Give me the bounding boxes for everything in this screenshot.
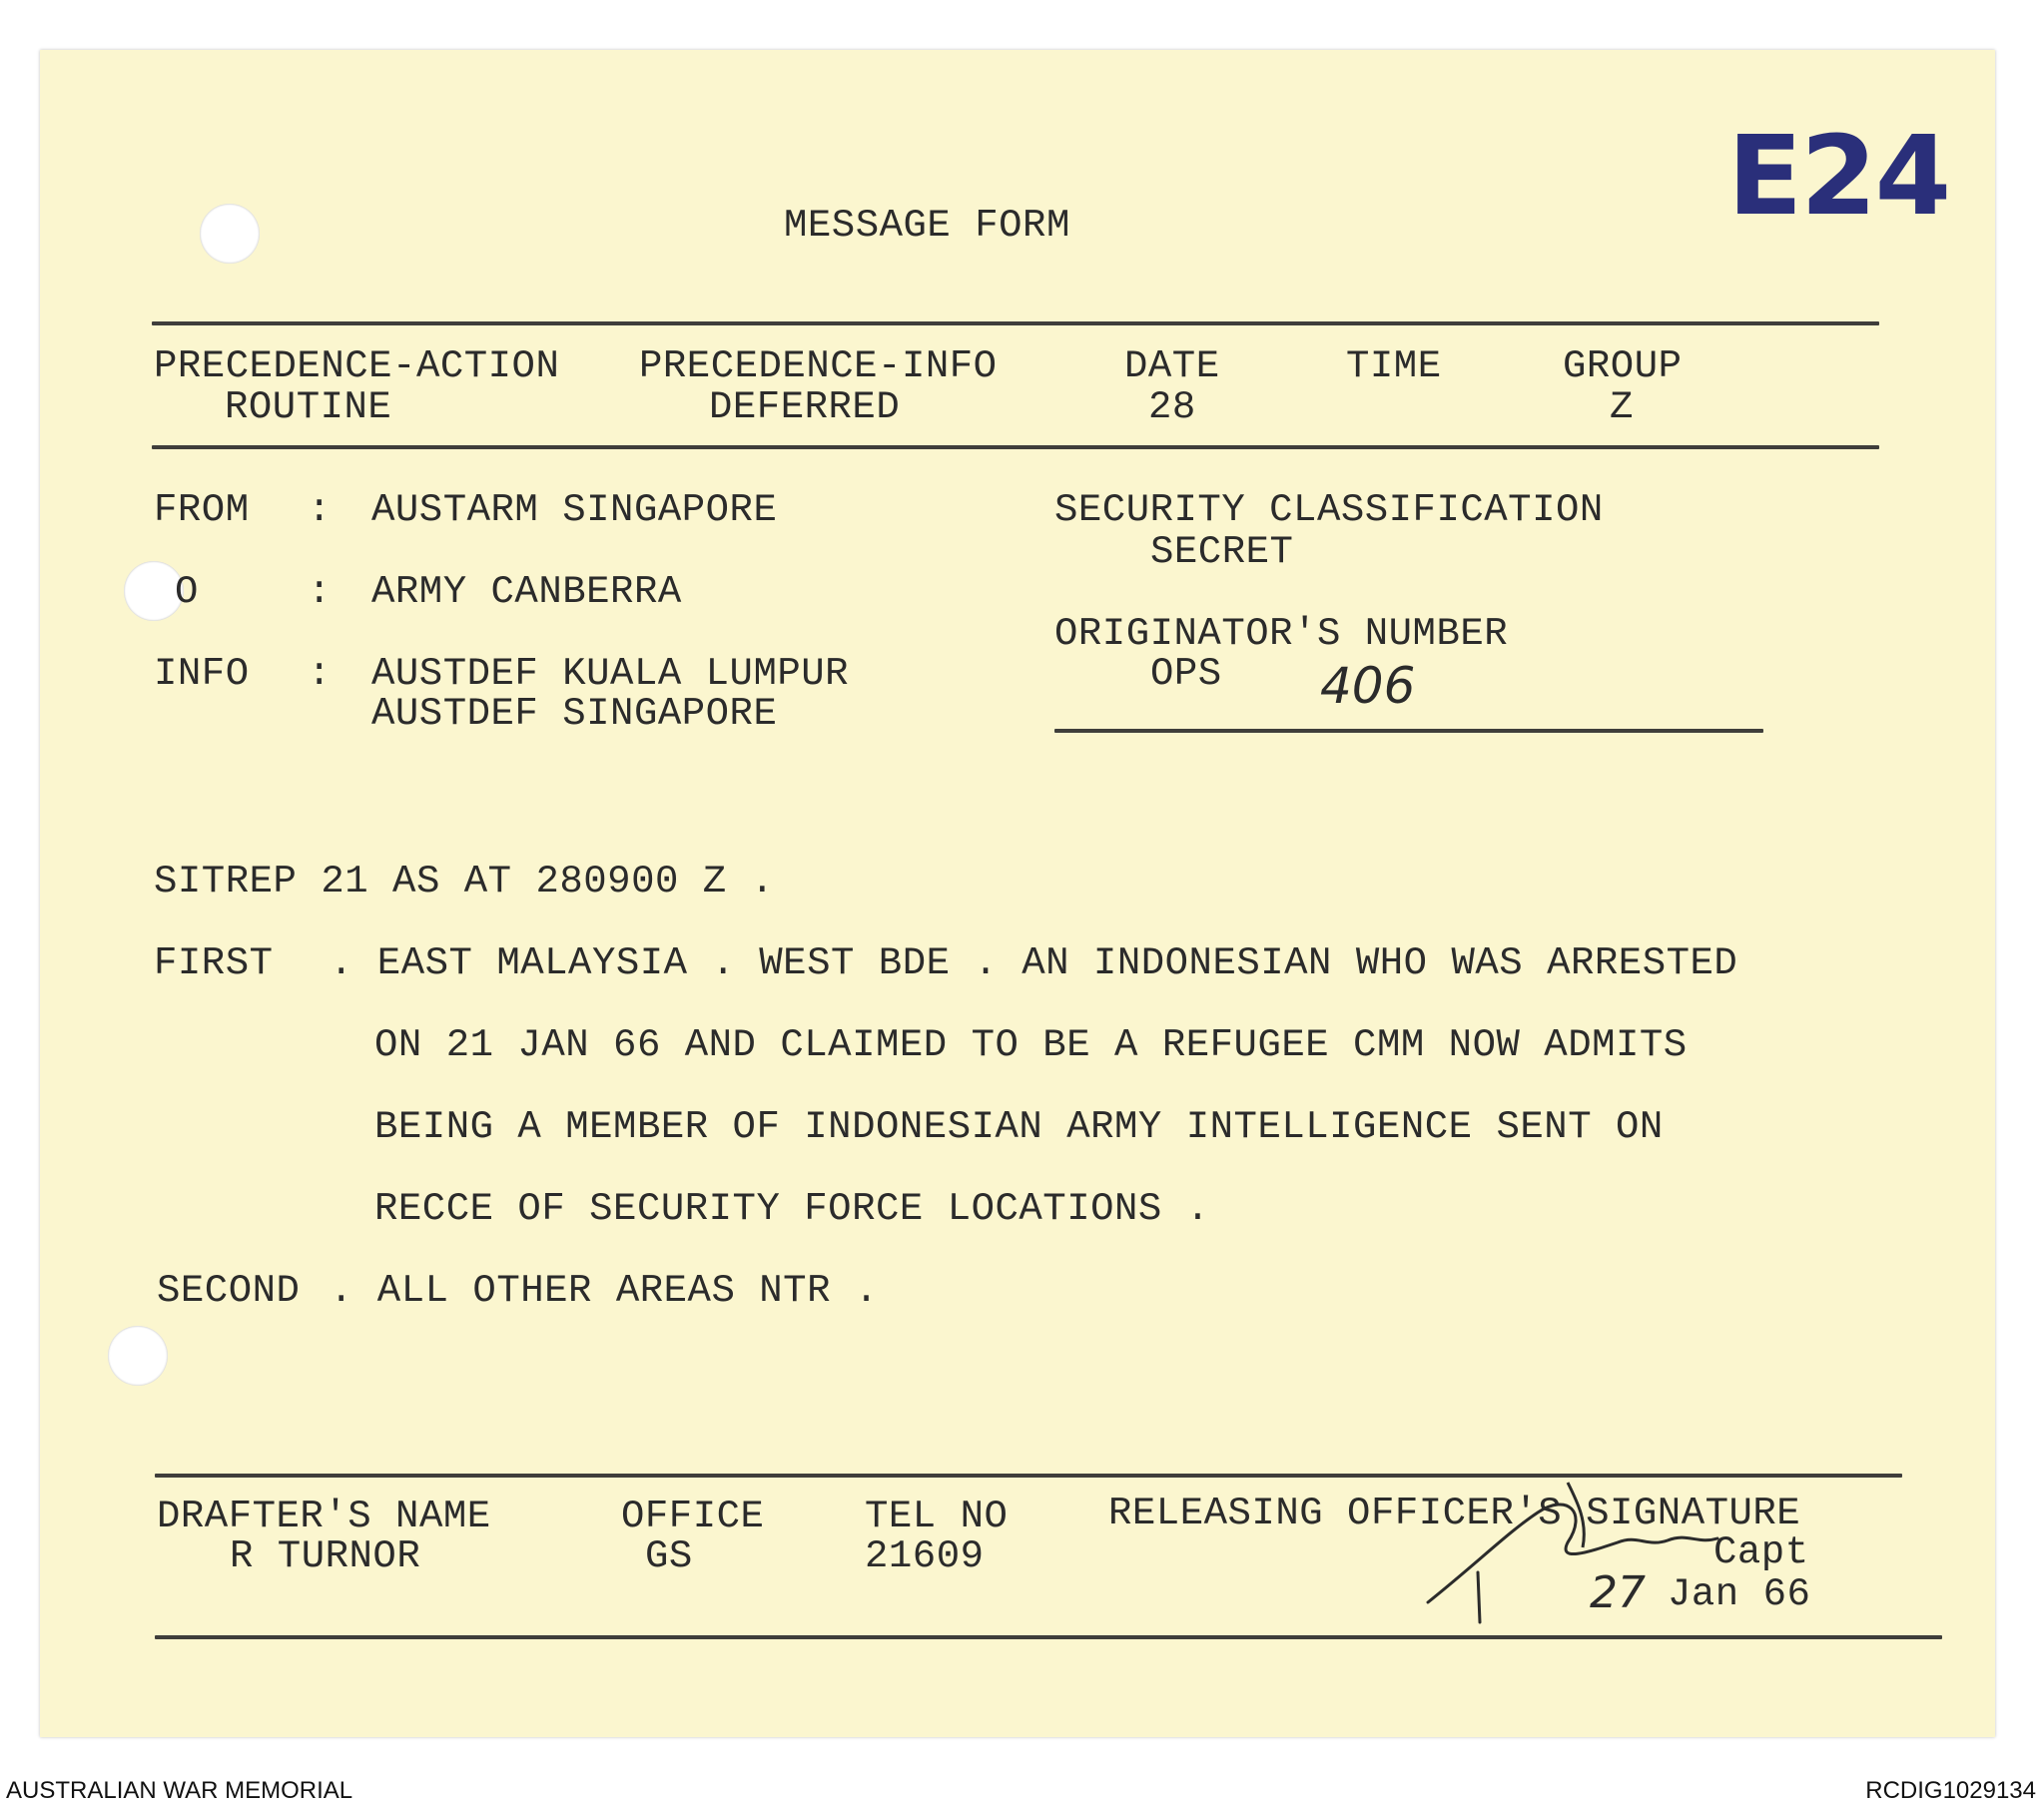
form-title: MESSAGE FORM — [784, 204, 1070, 248]
precedence-action-value: ROUTINE — [225, 385, 392, 429]
info-value-2: AUSTDEF SINGAPORE — [371, 692, 778, 736]
divider-originator — [1054, 729, 1763, 733]
signature-date: Jan 66 — [1668, 1572, 1811, 1616]
first-line-3: BEING A MEMBER OF INDONESIAN ARMY INTELLIGENCE SENT ON — [374, 1105, 1664, 1149]
archive-reference: RCDIG1029134 — [1865, 1777, 2036, 1804]
first-line-2: ON 21 JAN 66 AND CLAIMED TO BE A REFUGEE CMM NOW ADMITS — [374, 1023, 1688, 1067]
divider-header — [152, 445, 1879, 449]
to-label: O — [175, 570, 199, 614]
from-label: FROM — [154, 488, 250, 532]
first-line-1: . EAST MALAYSIA . WEST BDE . AN INDONESIAN WHO WAS ARRESTED — [330, 941, 1738, 985]
archive-credit: AUSTRALIAN WAR MEMORIAL — [6, 1777, 353, 1804]
office-value: GS — [645, 1534, 693, 1578]
originator-number-label: ORIGINATOR'S NUMBER — [1054, 612, 1509, 656]
info-separator: : — [308, 652, 332, 696]
punch-hole-bottom — [108, 1326, 168, 1386]
releasing-officer-signature-label: RELEASING OFFICER'S SIGNATURE — [1108, 1492, 1801, 1535]
signature-date-day: 27 — [1590, 1567, 1646, 1618]
group-label: GROUP — [1563, 344, 1683, 388]
office-label: OFFICE — [621, 1495, 765, 1538]
punch-hole-top — [200, 204, 260, 264]
originator-number-handwritten: 406 — [1320, 657, 1416, 715]
message-form-sheet — [40, 50, 1995, 1737]
to-separator: : — [308, 570, 332, 614]
first-line-4: RECCE OF SECURITY FORCE LOCATIONS . — [374, 1187, 1210, 1231]
sitrep-line: SITREP 21 AS AT 280900 Z . — [154, 860, 775, 904]
security-classification-value: SECRET — [1150, 530, 1294, 574]
group-value: Z — [1610, 385, 1634, 429]
info-label: INFO — [154, 652, 250, 696]
time-label: TIME — [1346, 344, 1442, 388]
info-value-1: AUSTDEF KUALA LUMPUR — [371, 652, 850, 696]
handwritten-signature — [1418, 1473, 1737, 1632]
archive-stamp-e24: E24 — [1727, 112, 1950, 240]
from-separator: : — [308, 488, 332, 532]
precedence-action-label: PRECEDENCE-ACTION — [154, 344, 560, 388]
tel-no-value: 21609 — [865, 1534, 985, 1578]
security-classification-label: SECURITY CLASSIFICATION — [1054, 488, 1604, 532]
to-value: ARMY CANBERRA — [371, 570, 682, 614]
from-value: AUSTARM SINGAPORE — [371, 488, 778, 532]
date-label: DATE — [1124, 344, 1220, 388]
precedence-info-label: PRECEDENCE-INFO — [639, 344, 998, 388]
signatory-rank: Capt — [1713, 1530, 1809, 1574]
first-label: FIRST — [154, 941, 274, 985]
drafter-name-label: DRAFTER'S NAME — [157, 1495, 491, 1538]
precedence-info-value: DEFERRED — [709, 385, 901, 429]
divider-top — [152, 321, 1879, 325]
divider-footer-bottom — [155, 1635, 1942, 1639]
originator-prefix: OPS — [1150, 652, 1222, 696]
tel-no-label: TEL NO — [865, 1495, 1009, 1538]
date-value: 28 — [1148, 385, 1196, 429]
second-line: . ALL OTHER AREAS NTR . — [330, 1269, 879, 1313]
second-label: SECOND — [157, 1269, 301, 1313]
drafter-name-value: R TURNOR — [230, 1534, 421, 1578]
